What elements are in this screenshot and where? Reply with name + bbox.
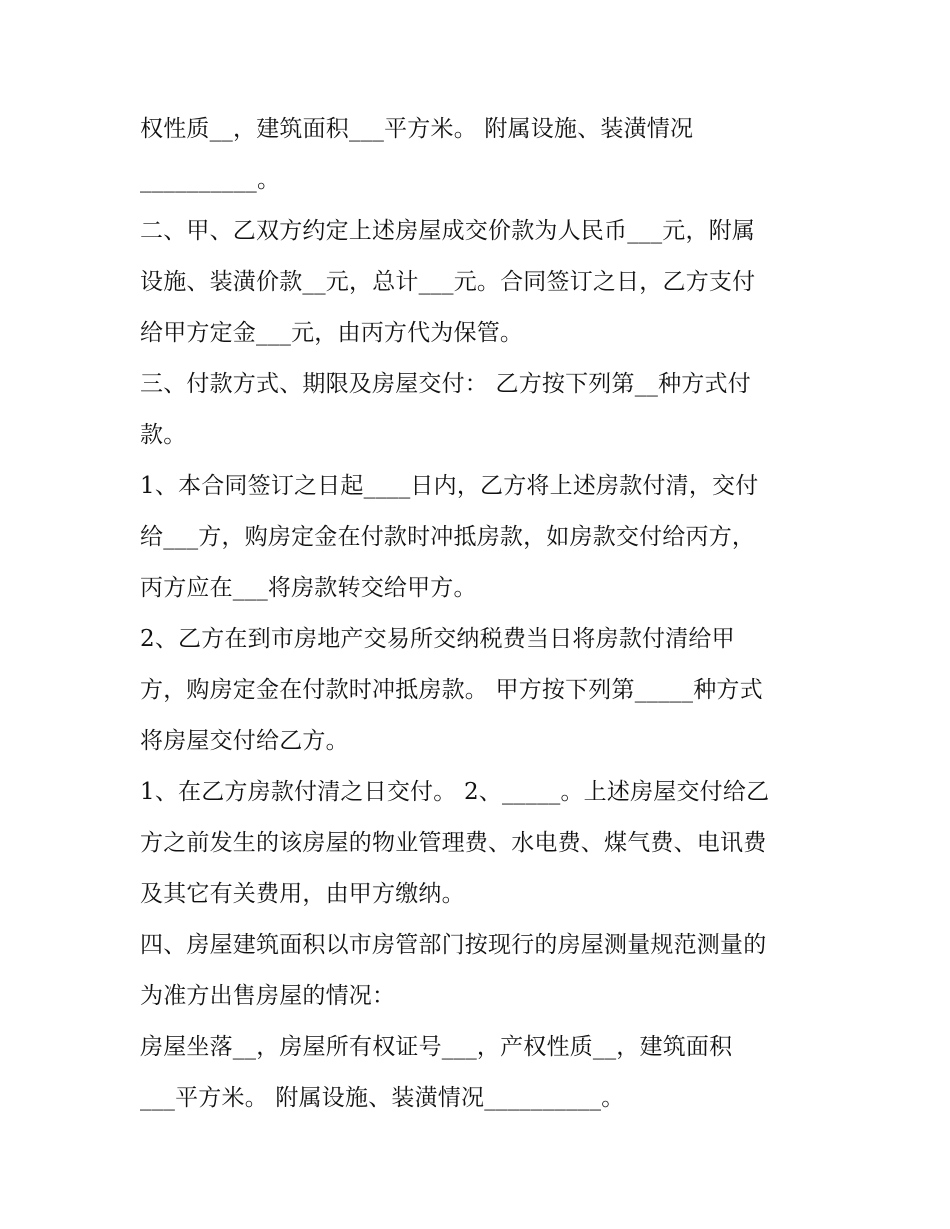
text-line: 丙方应在___将房款转交给甲方。	[140, 575, 477, 601]
text-line: 方之前发生的该房屋的物业管理费、水电费、煤气费、电讯费	[140, 830, 767, 856]
text-line: 将房屋交付给乙方。	[140, 728, 349, 754]
text-line: 给___方，购房定金在付款时冲抵房款，如房款交付给丙方，	[140, 524, 756, 550]
text-line: 及其它有关费用，由甲方缴纳。	[140, 881, 465, 907]
text-line: 四、房屋建筑面积以市房管部门按现行的房屋测量规范测量的	[140, 932, 767, 958]
text-line: 给甲方定金___元，由丙方代为保管。	[140, 320, 524, 346]
text-line: 权性质__，建筑面积___平方米。 附属设施、装潢情况	[140, 116, 694, 142]
text-line: 款。	[140, 422, 187, 448]
text-line: 方，购房定金在付款时冲抵房款。 甲方按下列第_____种方式	[140, 677, 763, 703]
text-line: ___平方米。 附属设施、装潢情况__________。	[140, 1085, 625, 1111]
text-line: __________。	[140, 167, 281, 193]
text-line: 三、付款方式、期限及房屋交付： 乙方按下列第__种方式付	[140, 371, 751, 397]
text-line: 2、乙方在到市房地产交易所交纳税费当日将房款付清给甲	[140, 626, 735, 652]
contract-text	[140, 104, 840, 1124]
text-line: 设施、装潢价款__元，总计___元。合同签订之日，乙方支付	[140, 269, 756, 295]
text-line: 房屋坐落__，房屋所有权证号___，产权性质__，建筑面积	[140, 1034, 733, 1060]
text-line: 1、本合同签订之日起____日内，乙方将上述房款付清，交付	[140, 473, 759, 499]
text-line: 二、甲、乙双方约定上述房屋成交价款为人民币___元，附属	[140, 218, 756, 244]
text-line: 1、在乙方房款付清之日交付。 2、_____。上述房屋交付给乙	[140, 779, 770, 805]
text-line: 为准方出售房屋的情况：	[140, 983, 396, 1009]
